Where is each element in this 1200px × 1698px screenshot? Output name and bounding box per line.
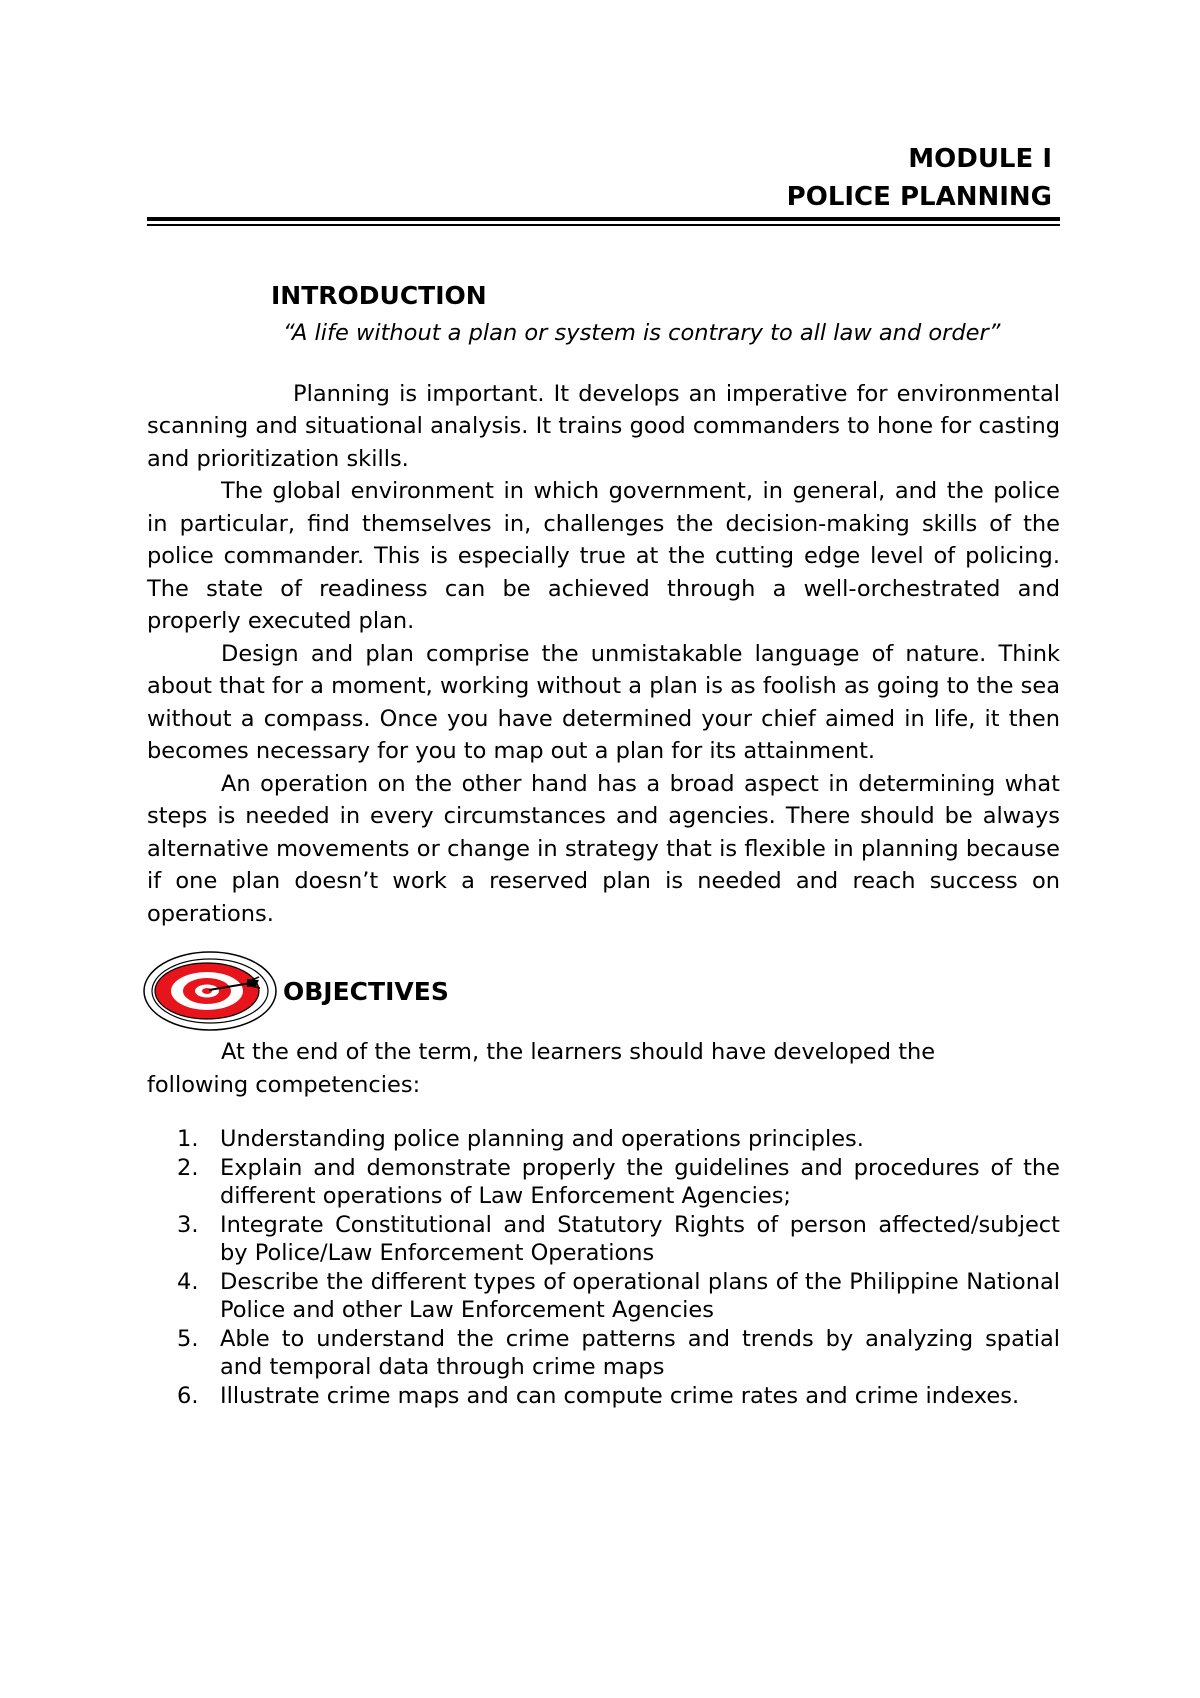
- introduction-heading: INTRODUCTION: [271, 281, 487, 310]
- list-item-number: 5.: [177, 1325, 199, 1352]
- list-item-number: 4.: [177, 1268, 199, 1295]
- list-item: [147, 1154, 1060, 1211]
- list-item-text: Explain and demonstrate properly the guidelines and procedures of the different operations of Law Enforcement Agencies;: [220, 1154, 1060, 1209]
- introduction-paragraph: Design and plan comprise the unmistakable language of nature. Think about that for a moment, working without a plan is as foolish as going to the sea without a compass. Once you have determined your chief aimed in life, it then becomes necessary for you to map out a plan for its attainment.: [147, 640, 1060, 764]
- list-item-number: 1.: [177, 1126, 199, 1152]
- list-item-text: Describe the different types of operational plans of the Philippine National Police and other Law Enforcement Agencies: [220, 1268, 1060, 1323]
- list-item: [147, 1325, 1060, 1382]
- list-item: [147, 1125, 1060, 1154]
- module-number: MODULE I: [908, 144, 1052, 174]
- header-rule-thick: [147, 217, 1060, 221]
- list-item-number: 3.: [177, 1211, 199, 1238]
- list-item-text: Understanding police planning and operations principles.: [220, 1126, 864, 1152]
- list-item: [147, 1268, 1060, 1325]
- introduction-quote: “A life without a plan or system is contrary to all law and order”: [283, 320, 1001, 346]
- introduction-paragraph: An operation on the other hand has a broad aspect in determining what steps is needed in every circumstances and agencies. There should be always alternative movements or change in strategy that is flexible in planning because if one plan doesn’t work a reserved plan is needed and reach success on operations.: [147, 770, 1060, 927]
- header-rule-thin: [147, 224, 1060, 226]
- objectives-heading: OBJECTIVES: [283, 977, 449, 1006]
- main-content: [147, 276, 1060, 1410]
- introduction-paragraph: Planning is important. It develops an imperative for environmental scanning and situational analysis. It trains good commanders to hone for casting and prioritization skills.: [147, 380, 1060, 472]
- list-item: [147, 1382, 1060, 1411]
- list-item-text: Able to understand the crime patterns and trends by analyzing spatial and temporal data through crime maps: [220, 1325, 1060, 1380]
- introduction-paragraph: The global environment in which government, in general, and the police in particular, find themselves in, challenges the decision-making skills of the police commander. This is especially true at the cutting edge level of policing. The state of readiness can be achieved through a well-orchestrated and properly executed plan.: [147, 478, 1060, 634]
- list-item-number: 2.: [177, 1154, 199, 1181]
- module-title: POLICE PLANNING: [786, 182, 1052, 212]
- competencies-list: [147, 1125, 1060, 1410]
- objectives-intro: At the end of the term, the learners should have developed the following competencies:: [147, 1039, 936, 1098]
- target-icon: [143, 950, 281, 1032]
- list-item-number: 6.: [177, 1382, 199, 1409]
- page-header: [147, 140, 1060, 216]
- list-item-text: Illustrate crime maps and can compute crime rates and crime indexes.: [220, 1382, 1020, 1409]
- list-item-text: Integrate Constitutional and Statutory Rights of person affected/subject by Police/Law Enforcement Operations: [220, 1211, 1060, 1266]
- list-item: [147, 1211, 1060, 1268]
- objectives-header: [147, 950, 1060, 1036]
